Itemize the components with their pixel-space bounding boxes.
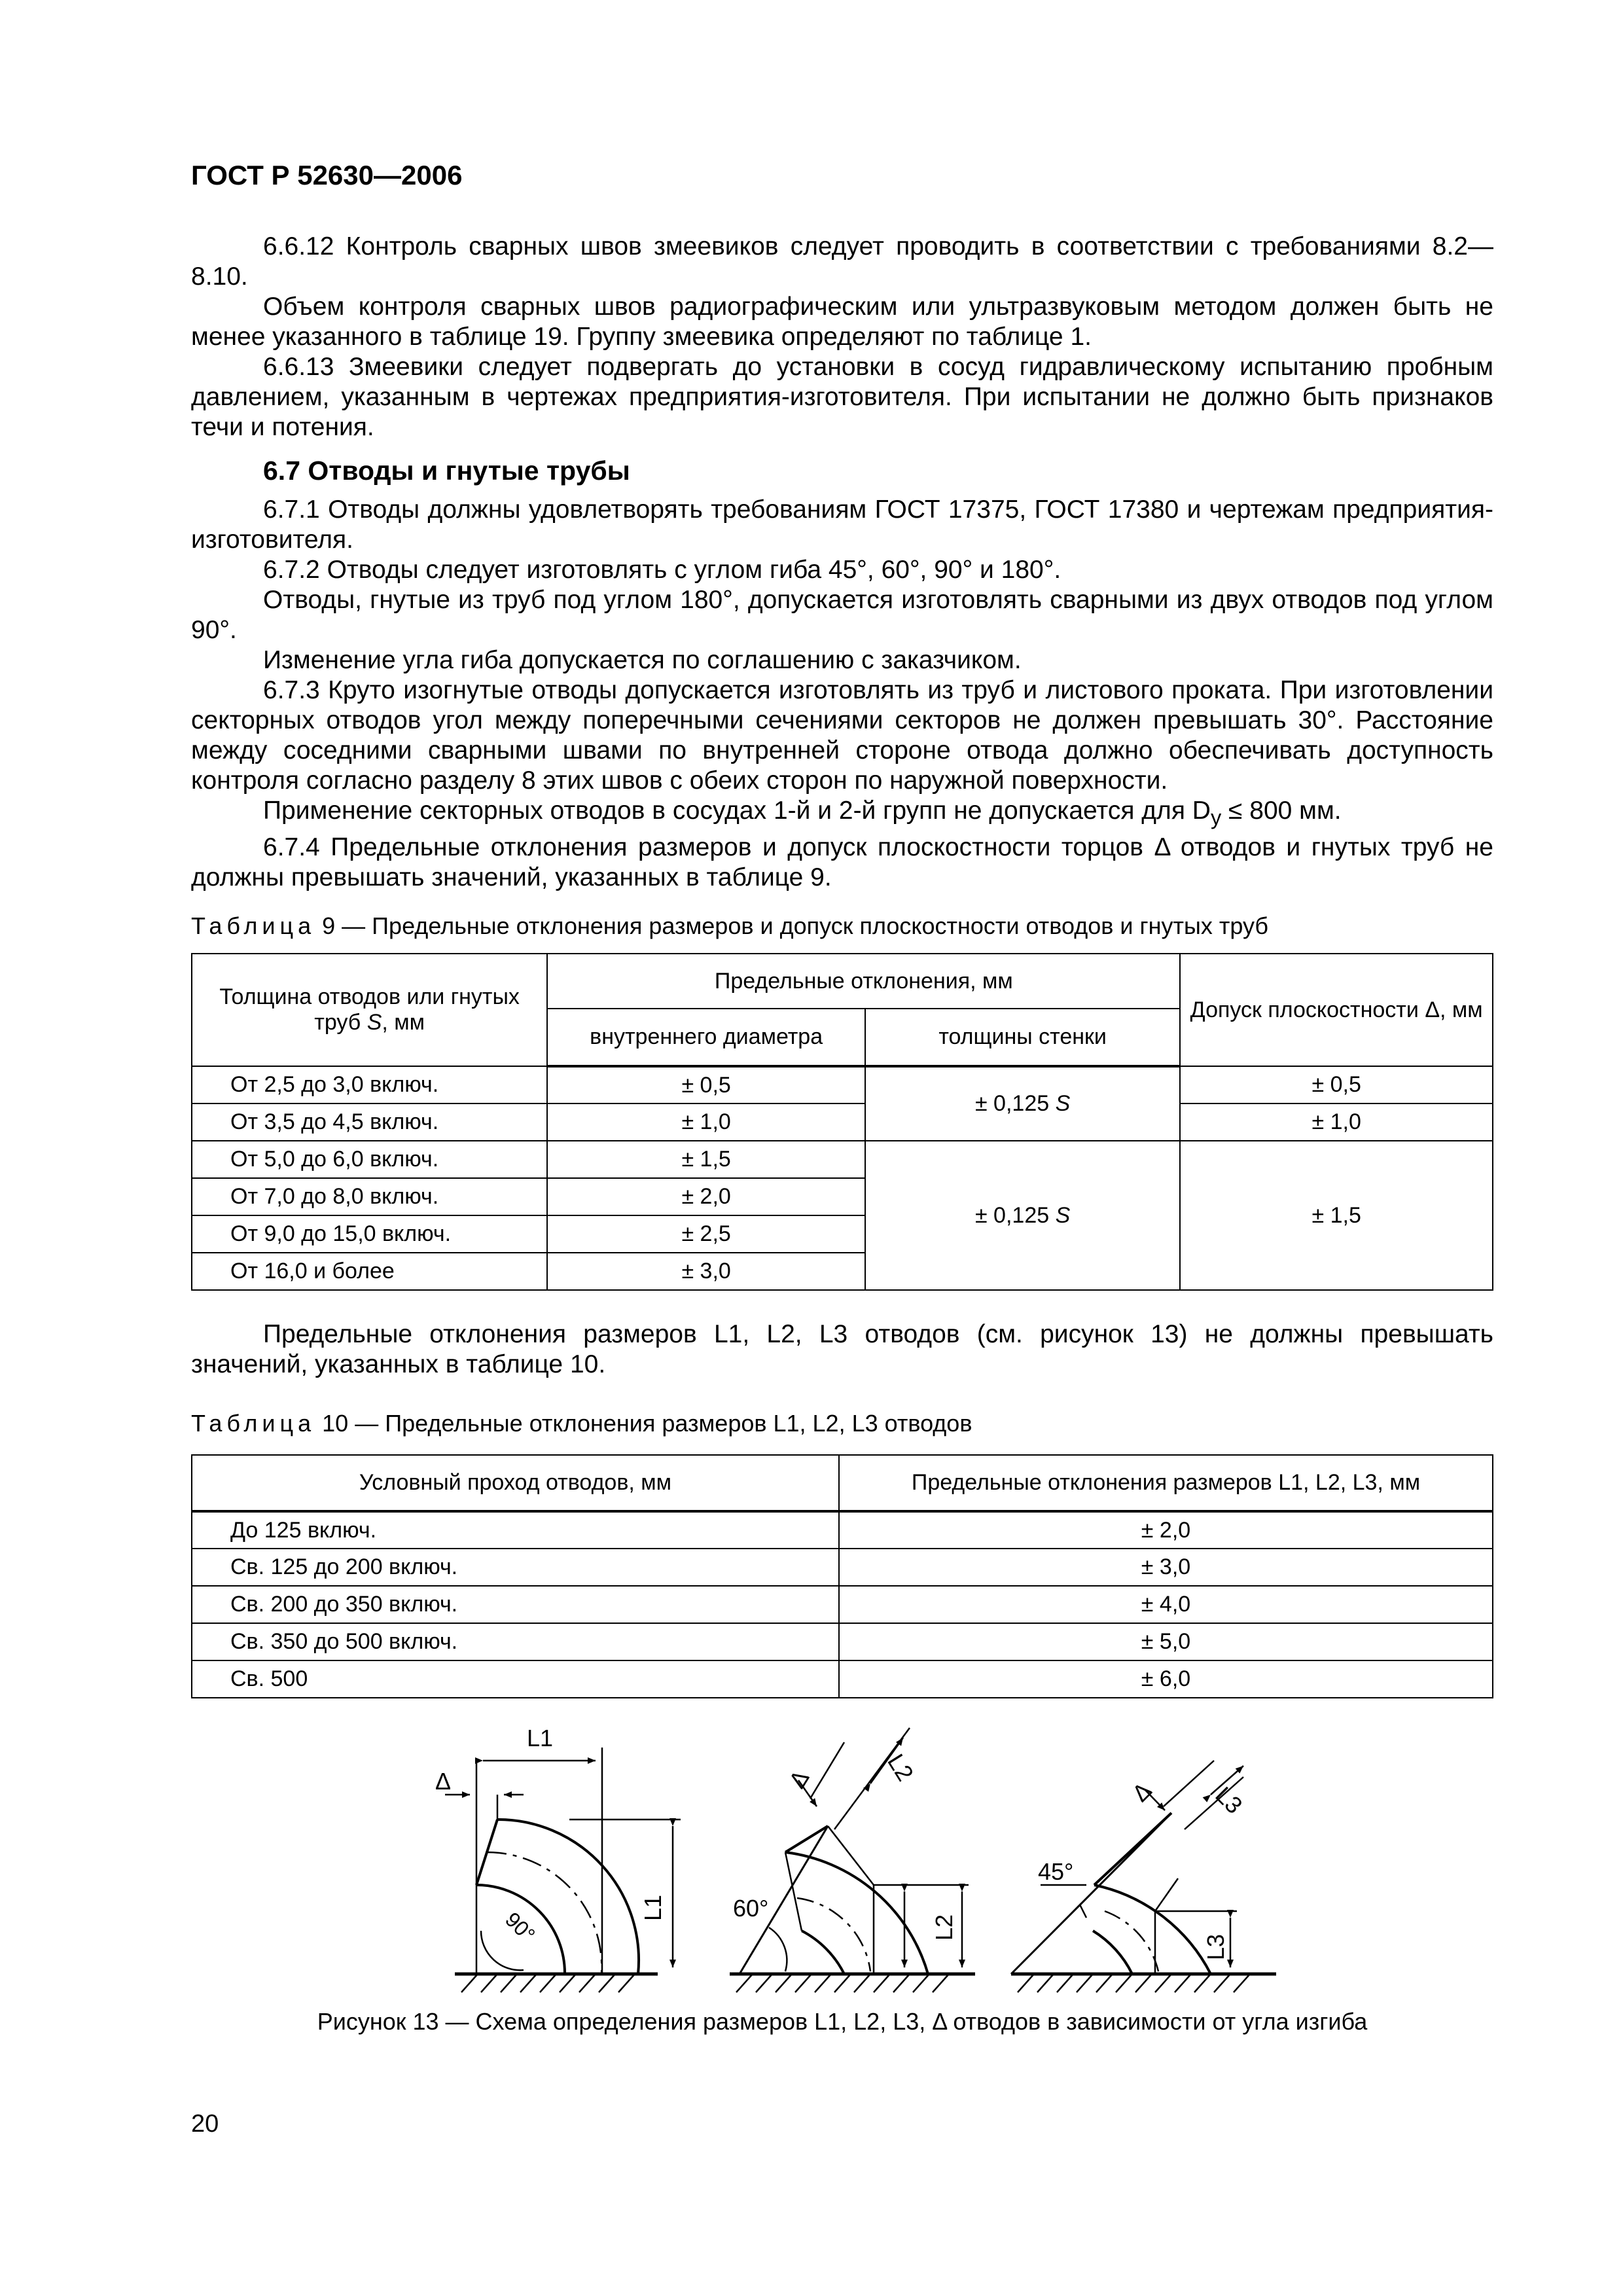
body-text-table10-intro bbox=[191, 1319, 1493, 1380]
t9-r3-thickness: От 5,0 до 6,0 включ. bbox=[192, 1141, 547, 1178]
t9-r1-inner: ± 0,5 bbox=[547, 1066, 865, 1103]
t10-r4-limit: ± 5,0 bbox=[839, 1623, 1493, 1660]
t10-r5-pass: Св. 500 bbox=[192, 1660, 839, 1698]
table10-caption bbox=[191, 1410, 972, 1437]
t9-header-thickness-l1: Толщина отводов или гнутых bbox=[219, 984, 520, 1009]
t9-r4-thickness: От 7,0 до 8,0 включ. bbox=[192, 1178, 547, 1215]
t9-r1-thickness: От 2,5 до 3,0 включ. bbox=[192, 1066, 547, 1103]
t10-header-limits: Предельные отклонения размеров L1, L2, L3, мм bbox=[839, 1455, 1493, 1511]
t10-header-pass: Условный проход отводов, мм bbox=[192, 1455, 839, 1511]
t9-header-thickness-l2a: труб bbox=[314, 1010, 367, 1035]
fig-label-60: 60° bbox=[733, 1895, 769, 1922]
t9-wall-b-val: ± 0,125 bbox=[974, 1202, 1056, 1228]
fig-label-90: 90° bbox=[501, 1907, 540, 1947]
elbow-45 bbox=[1011, 1761, 1276, 1992]
fig-label-l1-top: L1 bbox=[527, 1725, 554, 1751]
table9-caption bbox=[191, 912, 1268, 940]
sector-text: Применение секторных отводов в сосудах 1-й и 2-й групп не допускается для D bbox=[263, 797, 1211, 825]
t9-r3-inner: ± 1,5 bbox=[547, 1141, 865, 1178]
paragraph-table10-intro: Предельные отклонения размеров L1, L2, L3 отводов (см. рисунок 13) не должны превышать значений, указанных в таблице 10. bbox=[191, 1320, 1493, 1378]
t10-r2-pass: Св. 125 до 200 включ. bbox=[192, 1549, 839, 1586]
section-title-6-7: 6.7 Отводы и гнутые трубы bbox=[263, 456, 630, 486]
fig-label-l2-side: L2 bbox=[931, 1914, 957, 1941]
t10-r1-pass: До 125 включ. bbox=[192, 1511, 839, 1549]
body-text-top bbox=[191, 232, 1493, 893]
t9-header-thickness bbox=[192, 954, 547, 1066]
paragraph-6-6-13: 6.6.13 Змеевики следует подвергать до установки в сосуд гидравлическому испытанию пробным давлением, указанным в чертежах предприятия-изготовителя. При испытании не должно быть признаков течи и потения. bbox=[191, 353, 1493, 441]
figure-13-caption: Рисунок 13 — Схема определения размеров L1, L2, L3, Δ отводов в зависимости от угла изгиба bbox=[317, 2008, 1368, 2035]
paragraph-control-volume: Объем контроля сварных швов радиографическим или ультразвуковым методом должен быть не менее указанного в таблице 19. Группу змеевика определяют по таблице 1. bbox=[191, 293, 1493, 351]
paragraph-180-bends: Отводы, гнутые из труб под углом 180°, допускается изготовлять сварными из двух отводов под углом 90°. bbox=[191, 586, 1493, 644]
t9-r2-inner: ± 1,0 bbox=[547, 1103, 865, 1141]
t9-r5-inner: ± 2,5 bbox=[547, 1215, 865, 1253]
t10-r3-pass: Св. 200 до 350 включ. bbox=[192, 1586, 839, 1623]
paragraph-6-7-3: 6.7.3 Круто изогнутые отводы допускается изготовлять из труб и листового проката. При изготовлении секторных отводов угол между поперечными сечениями секторов не должен превышать 30°. Расстояние между соседними сварными швами по внутренней стороне отвода должно обеспечивать доступность контроля согласно разделу 8 этих швов с обеих сторон по наружной поверхности. bbox=[191, 676, 1493, 795]
table-9 bbox=[191, 953, 1493, 1291]
fig-label-l1-side: L1 bbox=[639, 1894, 666, 1921]
paragraph-6-6-12: 6.6.12 Контроль сварных швов змеевиков следует проводить в соответствии с требованиями 8.2—8.10. bbox=[191, 232, 1493, 291]
fig-label-l3-top: L3 bbox=[1210, 1781, 1248, 1819]
fig-label-delta-3: Δ bbox=[1126, 1776, 1157, 1807]
t9-wall-a-s: S bbox=[1055, 1091, 1071, 1116]
table10-caption-rest: 10 — Предельные отклонения размеров L1, L2, L3 отводов bbox=[315, 1410, 972, 1437]
t9-wall-a-val: ± 0,125 bbox=[974, 1091, 1056, 1116]
t10-r1-limit: ± 2,0 bbox=[839, 1511, 1493, 1549]
paragraph-6-7-1: 6.7.1 Отводы должны удовлетворять требованиям ГОСТ 17375, ГОСТ 17380 и чертежам предприятия-изготовителя. bbox=[191, 495, 1493, 554]
sector-sub: y bbox=[1210, 805, 1222, 829]
t9-header-thickness-s: S bbox=[366, 1010, 382, 1035]
fig-label-45: 45° bbox=[1038, 1858, 1074, 1885]
fig-label-l2-top: L2 bbox=[882, 1749, 919, 1786]
table9-caption-rest: 9 — Предельные отклонения размеров и допуск плоскостности отводов и гнутых труб bbox=[315, 912, 1268, 939]
t9-header-limits: Предельные отклонения, мм bbox=[547, 954, 1180, 1009]
t10-r4-pass: Св. 350 до 500 включ. bbox=[192, 1623, 839, 1660]
table10-caption-word: Таблица bbox=[191, 1410, 316, 1437]
t9-r6-inner: ± 3,0 bbox=[547, 1253, 865, 1290]
t9-r1-flat: ± 0,5 bbox=[1180, 1066, 1493, 1103]
paragraph-6-7-4: 6.7.4 Предельные отклонения размеров и допуск плоскостности торцов Δ отводов и гнутых труб не должны превышать значений, указанных в таблице 9. bbox=[191, 833, 1493, 891]
t9-header-inner: внутреннего диаметра bbox=[547, 1009, 865, 1066]
t9-header-flatness: Допуск плоскостности Δ, мм bbox=[1180, 954, 1493, 1066]
t9-r5-thickness: От 9,0 до 15,0 включ. bbox=[192, 1215, 547, 1253]
fig-label-l3-side: L3 bbox=[1202, 1933, 1229, 1960]
elbow-90 bbox=[445, 1748, 681, 1992]
t9-header-wall: толщины стенки bbox=[865, 1009, 1180, 1066]
page-number: 20 bbox=[191, 2110, 219, 2138]
elbow-60 bbox=[730, 1728, 975, 1992]
fig-label-delta-2: Δ bbox=[783, 1765, 815, 1793]
table9-caption-word: Таблица bbox=[191, 912, 316, 939]
paragraph-angle-change: Изменение угла гиба допускается по соглашению с заказчиком. bbox=[263, 646, 1022, 674]
t9-wall-a bbox=[865, 1066, 1180, 1141]
table-10 bbox=[191, 1454, 1493, 1698]
fig-label-delta-1: Δ bbox=[435, 1768, 452, 1795]
paragraph-6-7-2: 6.7.2 Отводы следует изготовлять с углом гиба 45°, 60°, 90° и 180°. bbox=[263, 556, 1061, 584]
t9-flat-b: ± 1,5 bbox=[1180, 1141, 1493, 1290]
t9-r6-thickness: От 16,0 и более bbox=[192, 1253, 547, 1290]
t9-r4-inner: ± 2,0 bbox=[547, 1178, 865, 1215]
t10-r2-limit: ± 3,0 bbox=[839, 1549, 1493, 1586]
t9-header-thickness-l2b: , мм bbox=[382, 1010, 425, 1035]
document-header: ГОСТ Р 52630—2006 bbox=[191, 160, 463, 190]
t10-r3-limit: ± 4,0 bbox=[839, 1586, 1493, 1623]
t9-wall-b-s: S bbox=[1055, 1202, 1071, 1228]
t9-r2-flat: ± 1,0 bbox=[1180, 1103, 1493, 1141]
t10-r5-limit: ± 6,0 bbox=[839, 1660, 1493, 1698]
t9-r2-thickness: От 3,5 до 4,5 включ. bbox=[192, 1103, 547, 1141]
sector-tail: ≤ 800 мм. bbox=[1221, 797, 1342, 825]
t9-wall-b bbox=[865, 1141, 1180, 1290]
paragraph-sector-bends bbox=[191, 796, 1493, 833]
